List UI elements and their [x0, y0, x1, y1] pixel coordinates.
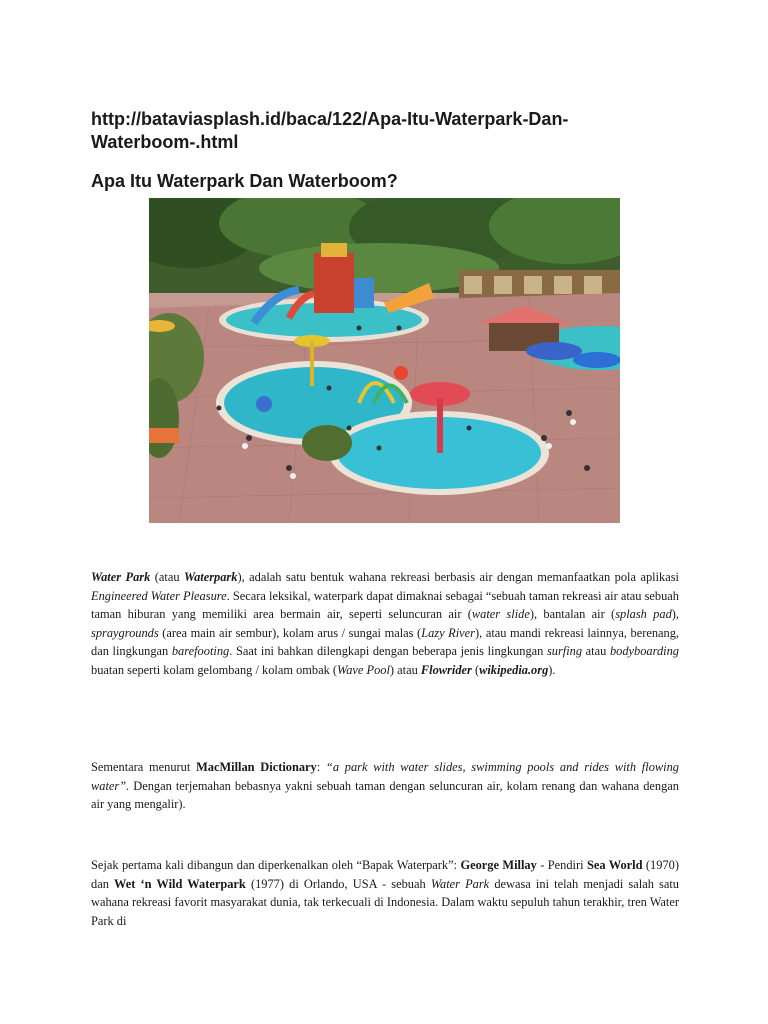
waterpark-photo [149, 198, 620, 523]
paragraph-macmillan: Sementara menurut MacMillan Dictionary: “a park with water slides, swimming pools and rides with flowing water”. Dengan terjemahan bebasnya yakni sebuah taman dengan seluncuran air, kolam renang dan wahana dengan air yang mengalir). [91, 760, 679, 811]
paragraph-history: Sejak pertama kali dibangun dan diperkenalkan oleh “Bapak Waterpark”: George Millay - Pendiri Sea World (1970) dan Wet ‘n Wild Waterpark (1977) di Orlando, USA - sebuah Water Park dewasa ini telah menjadi salah satu wahana rekreasi favorit masyarakat dunia, tak terkecuali di Indonesia. Dalam waktu sepuluh tahun terakhir, tren Water Park di [91, 858, 679, 928]
article-title: Apa Itu Waterpark Dan Waterboom? [91, 171, 398, 191]
paragraph-definition: Water Park (atau Waterpark), adalah satu bentuk wahana rekreasi berbasis air dengan memanfaatkan pola aplikasi Engineered Water Pleasure. Secara leksikal, waterpark dapat dimaknai sebagai “sebuah taman rekreasi air atau sebuah taman hiburan yang memiliki area bermain air, seperti seluncuran air (water slide), bantalan air (splash pad), spraygrounds (area main air sembur), kolam arus / sungai malas (Lazy River), atau mandi rekreasi lainnya, berenang, dan lingkungan barefooting. Saat ini bahkan dilengkapi dengan beberapa jenis lingkungan surfing atau bodyboarding buatan seperti kolam gelombang / kolam ombak (Wave Pool) atau Flowrider (wikipedia.org). [91, 570, 680, 677]
source-url: http://bataviasplash.id/baca/122/Apa-Itu-Waterpark-Dan-Waterboom-.html [91, 109, 569, 152]
